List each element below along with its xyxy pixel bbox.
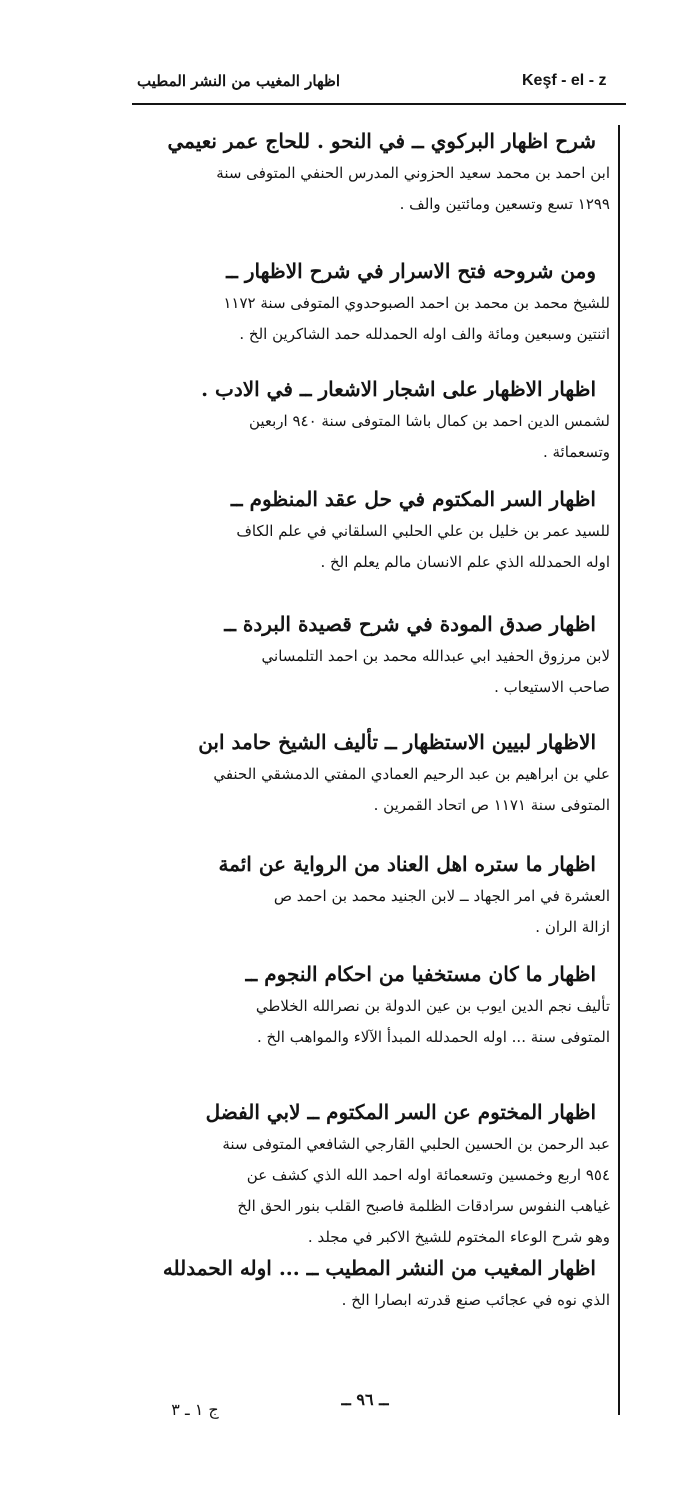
entry [132, 483, 610, 608]
entry-line: وتسعمائة . [542, 443, 610, 461]
entry-line: وهو شرح الوعاء المختوم للشيخ الاكبر في مجلد . [307, 1228, 610, 1246]
entry-line: للسيد عمر بن خليل بن علي الحلبي السلقاني في علم الكاف [236, 522, 610, 540]
entry-line: المتوفى سنة ١١٧١ ص اتحاد القمرين . [373, 796, 610, 814]
entry [132, 726, 610, 848]
entry [132, 373, 610, 483]
entry [132, 125, 610, 255]
entry-heading: اظهار المغيب من النشر المطيب ــ ... اوله الحمدلله [162, 1256, 596, 1280]
entry-line: صاحب الاستيعاب . [494, 678, 610, 696]
entry [132, 1096, 610, 1252]
entry-line: المتوفى سنة ... اوله الحمدلله المبدأ الآلاء والمواهب الخ . [257, 1028, 610, 1046]
entry [132, 1252, 610, 1342]
entry-line: علي بن ابراهيم بن عبد الرحيم العمادي المفتي الدمشقي الحنفي [213, 765, 610, 783]
entry [132, 848, 610, 958]
page-number: ــ ٩٦ ــ [341, 1390, 389, 1409]
entry [132, 608, 610, 726]
volume-signature: ج ١ ـ ٣ [171, 1400, 219, 1419]
entry-heading: شرح اظهار البركوي ــ في النحو . للحاج عمر نعيمي [167, 129, 596, 153]
margin-rule [618, 125, 620, 1415]
entry-heading: ومن شروحه فتح الاسرار في شرح الاظهار ــ [226, 259, 596, 283]
entry [132, 958, 610, 1096]
entry-heading: اظهار الاظهار على اشجار الاشعار ــ في الادب . [201, 377, 596, 401]
entry-heading: اظهار ما كان مستخفيا من احكام النجوم ــ [245, 962, 596, 986]
entry-line: ازالة الران . [535, 918, 610, 936]
entry-line: لابن مرزوق الحفيد ابي عبدالله محمد بن احمد التلمساني [261, 647, 610, 665]
entry-list [132, 125, 610, 1342]
entry-heading: اظهار السر المكتوم في حل عقد المنظوم ــ [230, 487, 596, 511]
entry-line: الذي نوه في عجائب صنع قدرته ابصارا الخ . [341, 1291, 610, 1309]
entry-line: ابن احمد بن محمد سعيد الحزوني المدرس الحنفي المتوفى سنة [216, 164, 610, 182]
running-header-latin: Keşf - el - z [522, 72, 607, 89]
entry-line: تأليف نجم الدين ايوب بن عين الدولة بن نصرالله الخلاطي [255, 997, 610, 1015]
entry-line: للشيخ محمد بن محمد بن احمد الصبوحدوي المتوفى سنة ١١٧٢ [223, 294, 610, 312]
entry-line: العشرة في امر الجهاد ــ لابن الجنيد محمد بن احمد ص [273, 887, 610, 905]
entry-line: اوله الحمدلله الذي علم الانسان مالم يعلم الخ . [320, 553, 610, 571]
entry-line: اثنتين وسبعين ومائة والف اوله الحمدلله حمد الشاكرين الخ . [239, 325, 610, 343]
entry-heading: اظهار ما ستره اهل العناد من الرواية عن ائمة [218, 852, 596, 876]
entry-line: عبد الرحمن بن الحسين الحلبي القارجي الشافعي المتوفى سنة [222, 1135, 610, 1153]
entry-heading: اظهار المختوم عن السر المكتوم ــ لابي الفضل [205, 1100, 596, 1124]
entry-heading: اظهار صدق المودة في شرح قصيدة البردة ــ [224, 612, 596, 636]
entry-line: غياهب النفوس سرادقات الظلمة فاصبح القلب بنور الحق الخ [237, 1197, 610, 1215]
entry-line: ٩٥٤ اربع وخمسين وتسعمائة اوله احمد الله الذي كشف عن [246, 1166, 610, 1184]
running-header-arabic: اظهار المغيب من النشر المطيب [137, 72, 340, 90]
header-rule [132, 103, 626, 105]
entry-line: لشمس الدين احمد بن كمال باشا المتوفى سنة ٩٤٠ اربعين [248, 412, 610, 430]
entry-heading: الاظهار لبيين الاستظهار ــ تأليف الشيخ حامد ابن [198, 730, 596, 754]
entry [132, 255, 610, 373]
entry-line: ١٢٩٩ تسع وتسعين ومائتين والف . [399, 195, 610, 213]
